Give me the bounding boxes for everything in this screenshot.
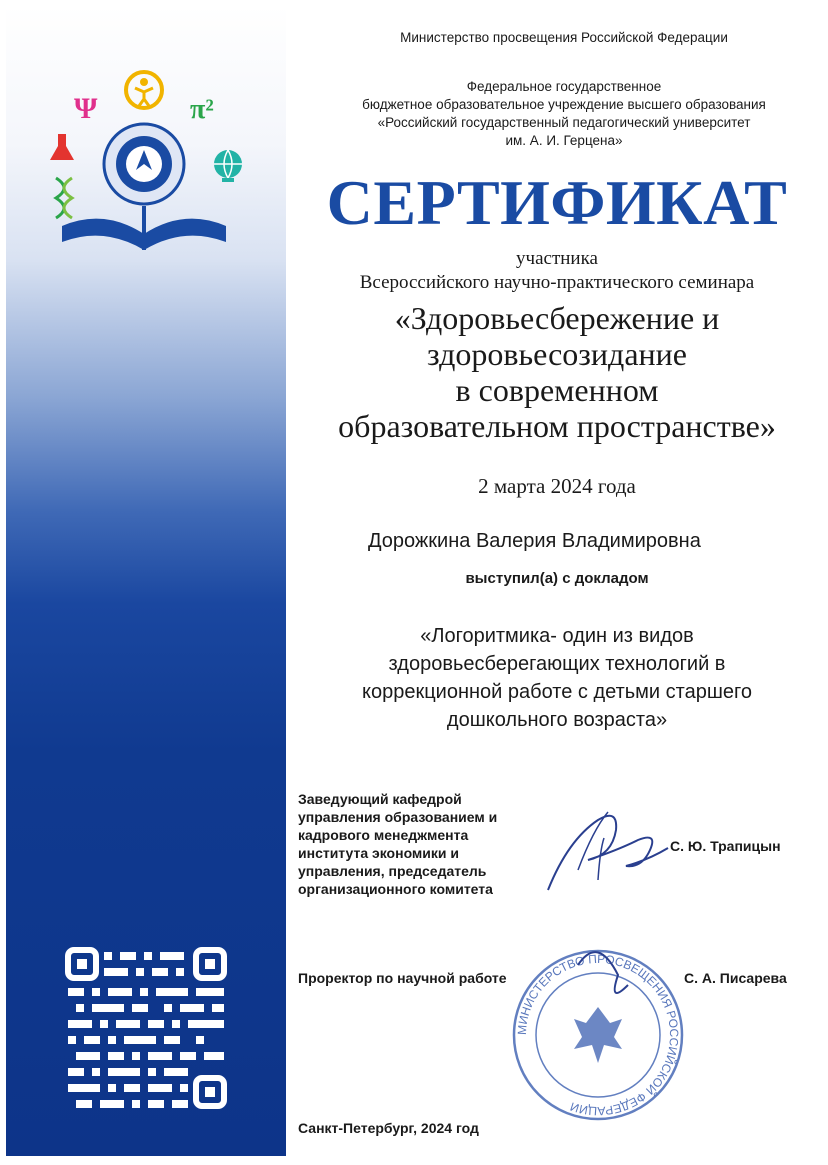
- city-year: Санкт-Петербург, 2024 год: [298, 1120, 479, 1136]
- certificate-title: СЕРТИФИКАТ: [326, 167, 788, 238]
- report-line: «Логоритмика- один из видов: [420, 625, 694, 647]
- psi-icon: Ψ: [74, 92, 98, 125]
- seminar-label: Всероссийского научно-практического семинара: [359, 272, 755, 293]
- certificate-content: [286, 0, 828, 1165]
- signatory-2-name: С. А. Писарева: [684, 970, 787, 986]
- signature-1: [538, 800, 678, 900]
- seminar-date: 2 марта 2024 года: [478, 474, 636, 498]
- university-logo: [44, 66, 264, 266]
- person-icon: [126, 72, 162, 108]
- institution-line: «Российский государственный педагогический университет: [377, 115, 751, 130]
- signatory-title-line: управления, председатель: [298, 863, 487, 879]
- signatory-title-line: Заведующий кафедрой: [298, 791, 462, 807]
- report-line: дошкольного возраста»: [446, 709, 668, 731]
- stamp-text: МИНИСТЕРСТВО ПРОСВЕЩЕНИЯ РОССИЙСКОЙ ФЕДЕРАЦИИ: [514, 951, 682, 1119]
- decorative-sidebar: [6, 6, 286, 1156]
- qr-code: [62, 944, 230, 1112]
- recipient-action: выступил(а) с докладом: [465, 570, 649, 587]
- institution-line: бюджетное образовательное учреждение высшего образования: [362, 97, 766, 112]
- ministry-name: Министерство просвещения Российской Федерации: [400, 30, 728, 45]
- report-title: [286, 622, 828, 734]
- signatory-title-line: института экономики и: [298, 845, 460, 861]
- official-stamp: [508, 945, 688, 1125]
- signatory-title-line: кадрового менеджмента: [298, 827, 469, 843]
- eagle-icon: [574, 1007, 622, 1063]
- report-line: коррекционной работе с детьми старшего: [362, 681, 752, 703]
- institution-name: [286, 78, 828, 150]
- signatory-1-name: С. Ю. Трапицын: [670, 838, 781, 854]
- institution-line: Федеральное государственное: [466, 79, 662, 94]
- theme-line: в современном: [455, 372, 659, 408]
- globe-icon: [214, 150, 242, 182]
- institution-line: им. А. И. Герцена»: [505, 133, 623, 148]
- book-icon: [62, 206, 226, 250]
- signatory-1-title: [298, 790, 528, 898]
- dna-icon: [56, 178, 72, 218]
- flask-icon: [50, 134, 74, 160]
- pi-icon: π²: [190, 94, 214, 125]
- signatory-2-title: Проректор по научной работе: [298, 970, 507, 986]
- theme-line: «Здоровьесбережение и: [394, 300, 720, 336]
- theme-line: образовательном пространстве»: [338, 408, 776, 444]
- seminar-theme: [286, 300, 828, 444]
- recipient-name: Дорожкина Валерия Владимировна: [368, 530, 701, 552]
- signatory-title-line: организационного комитета: [298, 881, 493, 897]
- participant-label: участника: [516, 248, 598, 269]
- theme-line: здоровьесозидание: [427, 336, 687, 372]
- report-line: здоровьесберегающих технологий в: [388, 653, 726, 675]
- emblem-icon: [104, 124, 184, 204]
- signatory-title-line: управления образованием и: [298, 809, 498, 825]
